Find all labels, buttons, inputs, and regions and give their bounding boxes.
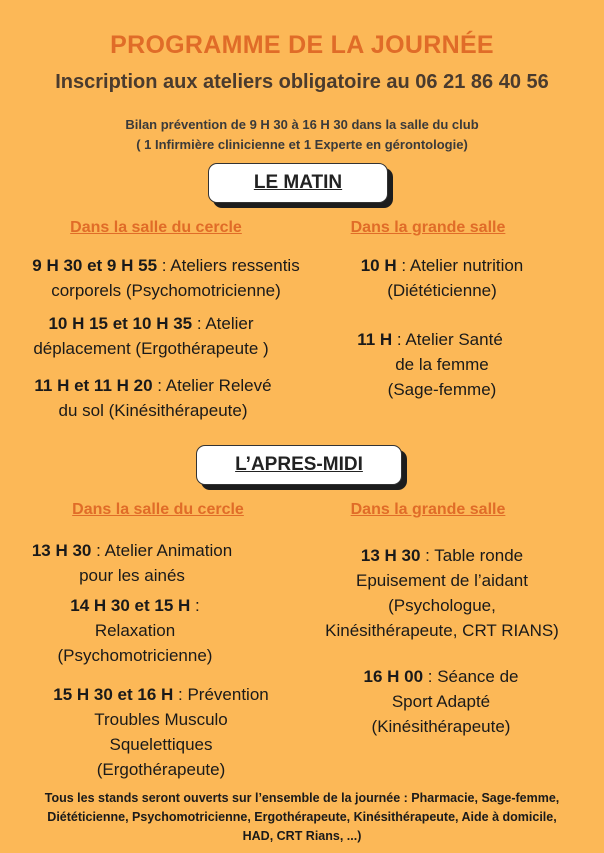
entry-text: : Table ronde xyxy=(420,546,524,565)
entry-text: : Atelier Animation xyxy=(91,541,233,560)
entry-time: 16 H 00 xyxy=(363,667,424,686)
entry-text: : Atelier nutrition xyxy=(396,256,524,275)
entry-time: 10 H 15 et 10 H 35 xyxy=(48,314,193,333)
bilan-info xyxy=(0,115,604,155)
entry-text: pour les ainés xyxy=(79,566,185,585)
matin-left-entry-2 xyxy=(8,311,294,361)
matin-right-column-heading: Dans la grande salle xyxy=(350,219,506,236)
apresmidi-left-entry-3 xyxy=(30,682,292,782)
entry-text: : Atelier Santé xyxy=(392,330,503,349)
entry-time: 11 H xyxy=(357,330,393,349)
entry-time: 14 H 30 et 15 H xyxy=(70,596,191,615)
matin-right-entry-2 xyxy=(330,327,530,402)
apresmidi-right-entry-1 xyxy=(308,543,576,643)
section-matin-header xyxy=(208,163,388,203)
entry-text: corporels (Psychomotricienne) xyxy=(51,281,281,300)
entry-text: Sport Adapté xyxy=(391,692,491,711)
entry-time: 9 H 30 et 9 H 55 xyxy=(32,256,158,275)
entry-time: 11 H et 11 H 20 xyxy=(34,376,153,395)
entry-text: Squelettiques xyxy=(109,735,213,754)
matin-right-entry-1 xyxy=(330,253,554,303)
entry-text: (Ergothérapeute) xyxy=(96,760,226,779)
entry-text: Relaxation xyxy=(94,621,176,640)
footer-line-1: Tous les stands seront ouverts sur l’ensemble de la journée : Pharmacie, Sage-femme, xyxy=(44,791,560,805)
entry-text: : Prévention xyxy=(173,685,269,704)
matin-left-entry-3 xyxy=(8,373,298,423)
entry-text: : Ateliers ressentis xyxy=(157,256,300,275)
entry-text: (Diététicienne) xyxy=(387,281,497,300)
entry-text: : Séance de xyxy=(423,667,519,686)
section-matin-label: LE MATIN xyxy=(253,172,343,193)
entry-text: Kinésithérapeute, CRT RIANS) xyxy=(325,621,559,640)
apresmidi-left-entry-1 xyxy=(12,538,252,588)
entry-text: de la femme xyxy=(395,355,489,374)
entry-text: déplacement (Ergothérapeute ) xyxy=(33,339,269,358)
apresmidi-left-column-heading: Dans la salle du cercle xyxy=(72,501,244,518)
matin-left-entry-1 xyxy=(12,253,320,303)
footer-line-3: HAD, CRT Rians, ...) xyxy=(242,829,362,843)
bilan-line-1: Bilan prévention de 9 H 30 à 16 H 30 dans la salle du club xyxy=(125,117,479,132)
entry-time: 13 H 30 xyxy=(31,541,92,560)
entry-text: (Kinésithérapeute) xyxy=(371,717,511,736)
entry-time: 13 H 30 xyxy=(360,546,421,565)
registration-subtitle: Inscription aux ateliers obligatoire au 06 21 86 40 56 xyxy=(55,71,549,93)
page-title: PROGRAMME DE LA JOURNÉE xyxy=(110,31,494,59)
entry-time: 10 H xyxy=(360,256,397,275)
stands-footer xyxy=(0,789,604,846)
entry-text: Troubles Musculo xyxy=(94,710,228,729)
entry-text: (Sage-femme) xyxy=(387,380,497,399)
entry-text: : Atelier xyxy=(192,314,254,333)
matin-left-column-heading: Dans la salle du cercle xyxy=(70,219,242,236)
apresmidi-right-entry-2 xyxy=(330,664,552,739)
entry-text: (Psychomotricienne) xyxy=(57,646,213,665)
apresmidi-right-column-heading: Dans la grande salle xyxy=(350,501,506,518)
entry-text: : xyxy=(190,596,200,615)
entry-text: du sol (Kinésithérapeute) xyxy=(58,401,248,420)
section-apresmidi-header xyxy=(196,445,402,485)
footer-line-2: Diététicienne, Psychomotricienne, Ergothérapeute, Kinésithérapeute, Aide à domicile, xyxy=(47,810,557,824)
apresmidi-left-entry-2 xyxy=(30,593,240,668)
entry-text: Epuisement de l’aidant xyxy=(355,571,528,590)
entry-time: 15 H 30 et 16 H xyxy=(53,685,174,704)
section-apresmidi-label: L’APRES-MIDI xyxy=(235,454,363,475)
entry-text: (Psychologue, xyxy=(388,596,496,615)
bilan-line-2: ( 1 Infirmière clinicienne et 1 Experte en gérontologie) xyxy=(136,137,468,152)
entry-text: : Atelier Relevé xyxy=(152,376,272,395)
